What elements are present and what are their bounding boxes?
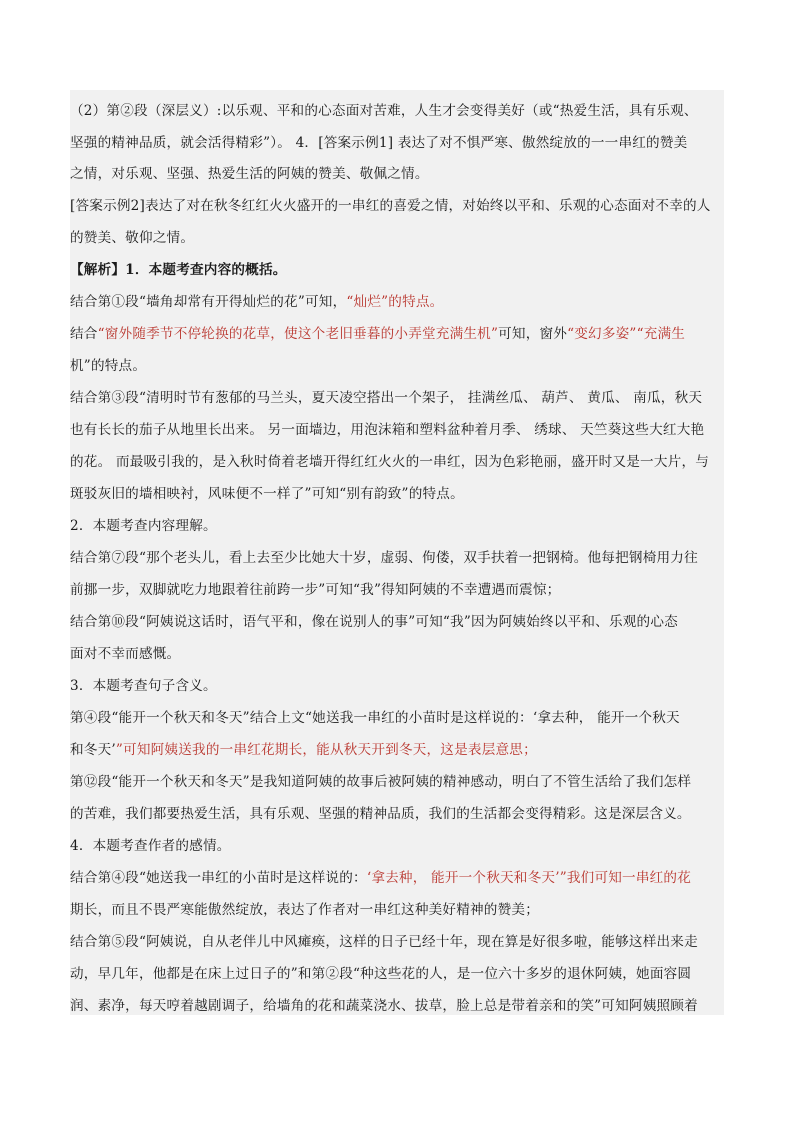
analysis-line: 的花。 而最吸引我的，是入秋时倚着老墙开得红红火火的一串红，因为色彩艳丽，盛开时又是一大片，与 [70,454,710,470]
analysis-line: 第④段“能开一个秋天和冬天”结合上文“她送我一串红的小苗时是这样说的：‘拿去种， 能开一个秋天 [70,710,680,726]
analysis-line: 结合第⑩段“阿姨说这话时，语气平和，像在说别人的事”可知“我”因为阿姨始终以平和、乐观的心态 [70,614,678,630]
answer-line-1: （2）第②段（深层义）:以乐观、平和的心态面对苦难，人生才会变得美好（或“热爱生活，具有乐观、 [70,103,698,119]
analysis-line: 结合第④段“她送我一串红的小苗时是这样说的：‘拿去种， 能开一个秋天和冬天’”我们可知一串红的花 [70,870,692,886]
analysis-line: 期长，而且不畏严寒能傲然绽放，表达了作者对一串红这种美好精神的赞美； [70,902,539,918]
analysis-line: 结合第③段“清明时节有葱郁的马兰头，夏天凌空搭出一个架子， 挂满丝瓜、 葫芦、 黄瓜、 南瓜，秋天 [70,390,703,406]
analysis-line: 结合“窗外随季节不停轮换的花草，使这个老旧垂暮的小弄堂充满生机”可知，窗外“变幻多姿”“充满生 [70,326,686,342]
analysis-line: 动，早几年，他都是在床上过日子的”和第②段“种这些花的人，是一位六十多岁的退休阿姨，她面容圆 [70,966,692,982]
analysis-line: 机”的特点。 [70,358,147,374]
analysis-line: 结合第①段“墙角却常有开得灿烂的花”可知，“灿烂”的特点。 [70,294,444,310]
analysis-line: 和冬天’”可知阿姨送我的一串红花期长，能从秋天开到冬天，这是表层意思； [70,742,537,758]
answer-line-3: 之情，对乐观、坚强、热爱生活的阿姨的赞美、敬佩之情。 [70,166,429,182]
analysis-line: 结合第⑦段“那个老头儿，看上去至少比她大十岁，虚弱、佝偻，双手扶着一把钢椅。他每把钢椅用力往 [70,550,698,566]
answer-line-5: 的赞美、敬仰之情。 [70,230,195,246]
analysis-line: 第⑫段“能开一个秋天和冬天”是我知道阿姨的故事后被阿姨的精神感动，明白了不管生活给了我们怎样 [70,774,692,790]
analysis-line: 面对不幸而感慨。 [70,646,181,662]
analysis-line: 前挪一步，双脚就吃力地跟着往前跨一步”可知“我”得知阿姨的不幸遭遇而震惊； [70,582,561,598]
analysis-heading: 【解析】1．本题考查内容的概括。 [70,262,287,278]
section-heading-2: 2．本题考查内容理解。 [70,518,217,534]
answer-line-2: 坚强的精神品质，就会活得精彩”）。 4．[答案示例1] 表达了对不惧严寒、傲然绽放的一一串红的赞美 [70,135,688,151]
section-heading-4: 4．本题考查作者的感情。 [70,838,231,854]
section-heading-3: 3．本题考查句子含义。 [70,678,217,694]
analysis-line: 斑驳灰旧的墙相映衬，风味便不一样了”可知“别有韵致”的特点。 [70,486,464,502]
analysis-line: 润、素净，每天哼着越剧调子，给墙角的花和蔬菜浇水、拔草，脸上总是带着亲和的笑”可知阿姨照顾着 [70,998,698,1014]
analysis-line: 结合第⑤段“阿姨说，自从老伴儿中风瘫痪，这样的日子已经十年，现在算是好很多啦，能够这样出来走 [70,934,698,950]
analysis-line: 的苦难，我们都要热爱生活，具有乐观、坚强的精神品质，我们的生活都会变得精彩。这是深层含义。 [70,806,691,822]
answer-line-4: [答案示例2]表达了对在秋冬红红火火盛开的一串红的喜爱之情，对始终以平和、乐观的心态面对不幸的人 [70,198,711,214]
analysis-line: 也有长长的茄子从地里长出来。 另一面墙边，用泡沫箱和塑料盆种着月季、 绣球、 天竺葵这些大红大艳 [70,422,705,438]
